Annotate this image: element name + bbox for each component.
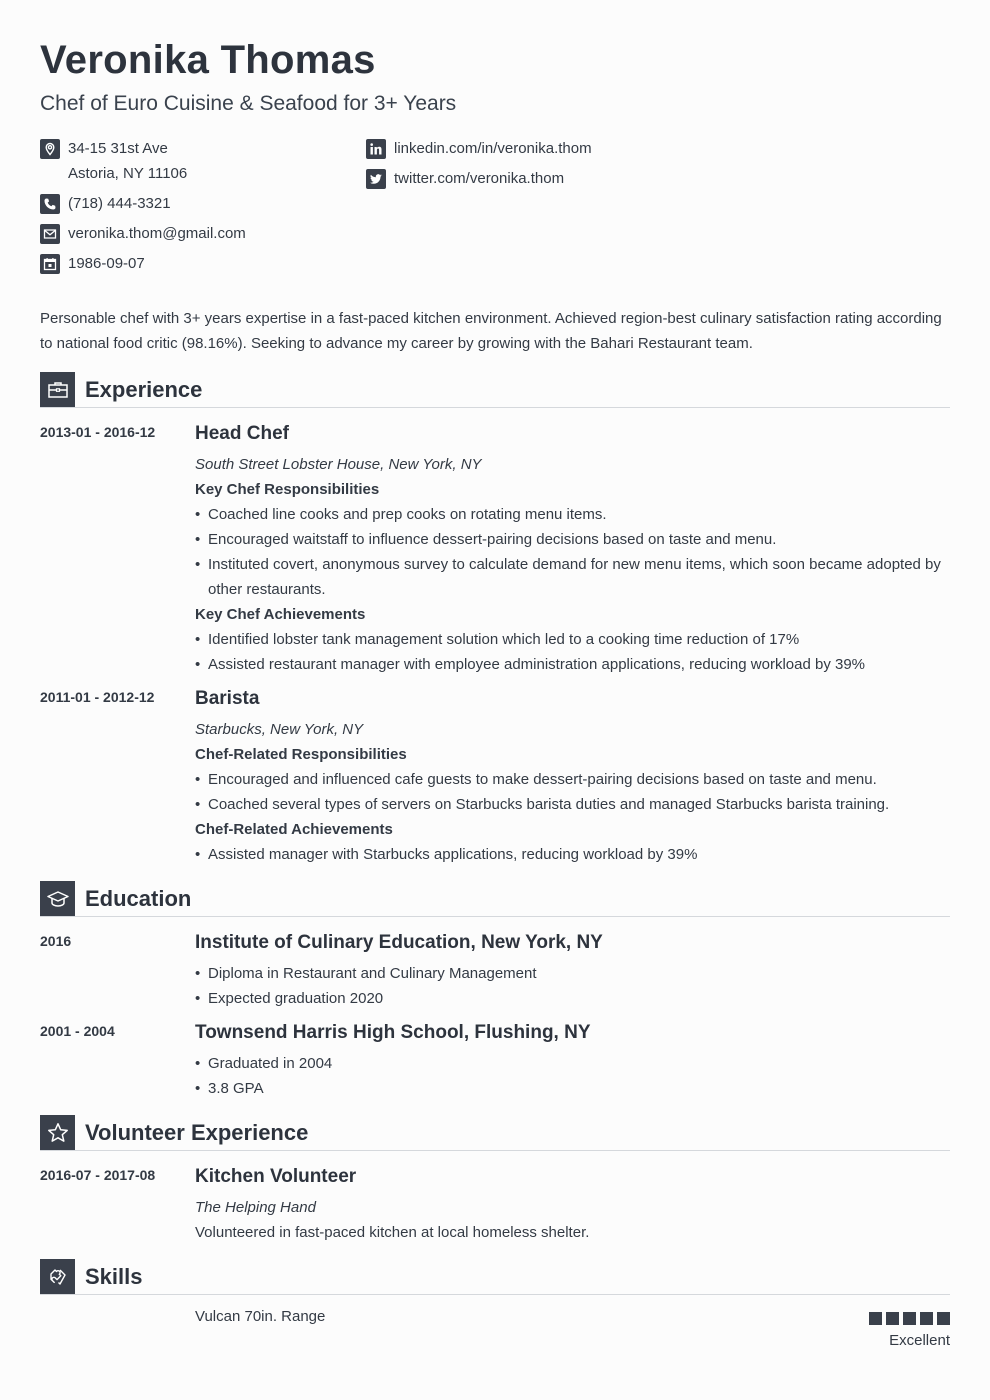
puzzle-piece-icon [40,1259,75,1294]
entry-date: 2011-01 - 2012-12 [40,689,155,705]
contact-linkedin [366,136,592,161]
rating-square [903,1312,916,1325]
bullet-list [195,1051,950,1101]
section-title: Experience [85,376,203,402]
bullet-item: • Coached line cooks and prep cooks on rotating menu items. [195,502,950,527]
employer: Starbucks, New York, NY [195,721,364,738]
employer: South Street Lobster House, New York, NY [195,456,482,473]
bullet-item: • Diploma in Restaurant and Culinary Management [195,961,950,986]
bullet-item: • 3.8 GPA [195,1076,950,1101]
skill-rating [865,1312,950,1325]
bullet-item: • Encouraged waitstaff to influence dessert-pairing decisions based on taste and menu. [195,527,950,552]
birthdate-text: 1986-09-07 [68,255,145,272]
bullet-item: • Assisted manager with Starbucks applications, reducing workload by 39% [195,842,950,867]
section-title: Skills [85,1263,143,1289]
graduation-cap-icon [40,881,75,916]
section-skills [40,1259,950,1295]
bullet-list [195,961,950,1011]
location-pin-icon [40,139,60,159]
linkedin-icon [366,139,386,159]
section-education [40,881,950,917]
bullet-item: • Identified lobster tank management solution which led to a cooking time reduction of 17% [195,627,950,652]
volunteer-org: The Helping Hand [195,1199,316,1216]
job-title: Barista [195,688,260,709]
bullet-item: • Assisted restaurant manager with employee administration applications, reducing workload by 39% [195,652,950,677]
contact-address [40,136,246,186]
candidate-name: Veronika Thomas [40,38,376,82]
twitter-icon [366,169,386,189]
rating-square [869,1312,882,1325]
volunteer-role: Kitchen Volunteer [195,1166,357,1187]
phone-icon [40,194,60,214]
linkedin-link[interactable]: linkedin.com/in/veronika.thom [394,140,592,157]
section-experience [40,372,950,408]
phone-text: (718) 444-3321 [68,195,171,212]
bullet-item: • Expected graduation 2020 [195,986,950,1011]
bullet-item: • Graduated in 2004 [195,1051,950,1076]
contact-twitter [366,166,592,191]
job-title: Head Chef [195,423,289,444]
briefcase-icon [40,372,75,407]
contact-right [366,136,592,196]
volunteer-description: Volunteered in fast-paced kitchen at local homeless shelter. [195,1224,590,1241]
contact-email [40,221,246,246]
contact-birthdate [40,251,246,276]
entry-date: 2001 - 2004 [40,1023,115,1039]
section-volunteer [40,1115,950,1151]
address-line-2: Astoria, NY 11106 [68,165,188,182]
section-title: Education [85,885,192,911]
bullet-item: • Encouraged and influenced cafe guests to make dessert-pairing decisions based on taste and menu. [195,767,950,792]
address-line-1: 34-15 31st Ave [68,140,168,157]
bullet-list [195,627,950,677]
skill-item [195,1306,950,1356]
envelope-icon [40,224,60,244]
school-name: Institute of Culinary Education, New York, NY [195,932,603,953]
email-text: veronika.thom@gmail.com [68,225,246,242]
calendar-icon [40,254,60,274]
group-heading: Key Chef Achievements [195,606,366,623]
contact-phone [40,191,246,216]
skill-name: Vulcan 70in. Range [195,1308,326,1325]
star-icon [40,1115,75,1150]
bullet-item: • Instituted covert, anonymous survey to calculate demand for new menu items, which soon became adopted by other restaurants. [195,552,950,602]
bullet-list [195,767,950,817]
school-name: Townsend Harris High School, Flushing, NY [195,1022,591,1043]
rating-square [886,1312,899,1325]
bullet-item: • Coached several types of servers on Starbucks barista duties and managed Starbucks barista training. [195,792,950,817]
contact-left [40,136,246,281]
section-title: Volunteer Experience [85,1119,309,1145]
twitter-link[interactable]: twitter.com/veronika.thom [394,170,565,187]
candidate-headline: Chef of Euro Cuisine & Seafood for 3+ Years [40,92,457,115]
rating-square [937,1312,950,1325]
bullet-list [195,502,950,602]
entry-date: 2013-01 - 2016-12 [40,424,156,440]
entry-date: 2016-07 - 2017-08 [40,1167,156,1183]
entry-date: 2016 [40,933,72,949]
group-heading: Key Chef Responsibilities [195,481,380,498]
group-heading: Chef-Related Achievements [195,821,393,838]
profile-summary: Personable chef with 3+ years expertise in a fast-paced kitchen environment. Achieved region-best culinary satisfaction rating according to national food critic (98.16%). Seeking to advance my career by growing with the Bahari Restaurant team. [40,310,942,352]
bullet-list [195,842,950,867]
group-heading: Chef-Related Responsibilities [195,746,407,763]
skill-level: Excellent [889,1332,950,1349]
rating-square [920,1312,933,1325]
